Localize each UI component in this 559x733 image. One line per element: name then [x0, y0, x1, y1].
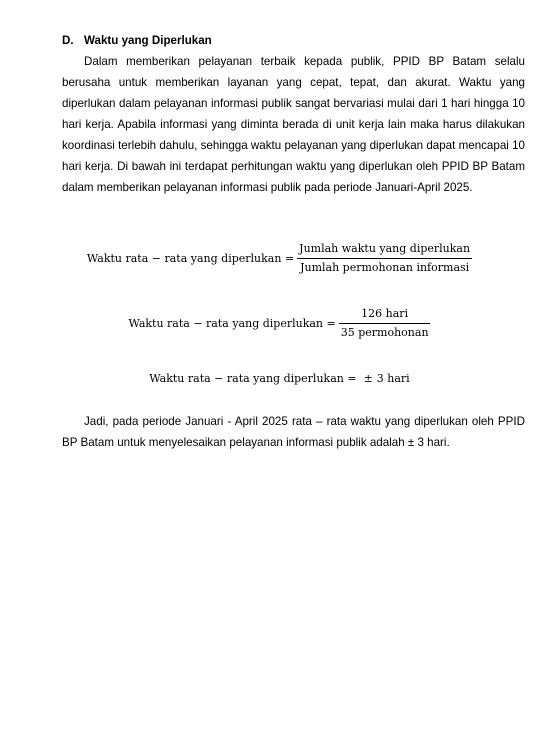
fraction-denominator: 35 permohonan [340, 326, 429, 339]
formula-lhs: Waktu rata − rata yang diperlukan = [149, 372, 357, 385]
formula-average-values [0, 307, 559, 340]
fraction-numerator: Jumlah waktu yang diperlukan [297, 242, 472, 259]
fraction [339, 307, 431, 340]
section-number: D. [62, 34, 74, 47]
section-heading [62, 34, 212, 47]
fraction [297, 242, 472, 275]
fraction-numerator: 126 hari [339, 307, 430, 324]
plus-minus-sign: ± [363, 372, 373, 385]
formula-result: 3 hari [376, 372, 410, 385]
formula-lhs: Waktu rata − rata yang diperlukan = [86, 252, 295, 265]
section-title: Waktu yang Diperlukan [84, 34, 212, 47]
formula-lhs: Waktu rata − rata yang diperlukan = [128, 317, 336, 330]
paragraph-intro: Dalam memberikan pelayanan terbaik kepada publik, PPID BP Batam selalu berusaha untuk memberikan layanan yang cepat, tepat, dan akurat. Waktu yang diperlukan dalam pelayanan informasi publik sangat bervariasi mulai dari 1 hari hingga 10 hari kerja. Apabila informasi yang diminta berada di unit kerja lain maka harus dilakukan koordinasi terlebih dahulu, sehingga waktu pelayanan yang diperlukan dapat mencapai 10 hari kerja. Di bawah ini terdapat perhitungan waktu yang diperlukan oleh PPID BP Batam dalam memberikan pelayanan informasi publik pada periode Januari-April 2025. [62, 55, 525, 194]
fraction-denominator: Jumlah permohonan informasi [300, 261, 470, 274]
formula-average-result [0, 372, 559, 385]
formula-average-definition [0, 242, 559, 275]
paragraph-conclusion: Jadi, pada periode Januari - April 2025 rata – rata waktu yang diperlukan oleh PPID BP Batam untuk menyelesaikan pelayanan informasi publik adalah ± 3 hari. [62, 415, 525, 449]
